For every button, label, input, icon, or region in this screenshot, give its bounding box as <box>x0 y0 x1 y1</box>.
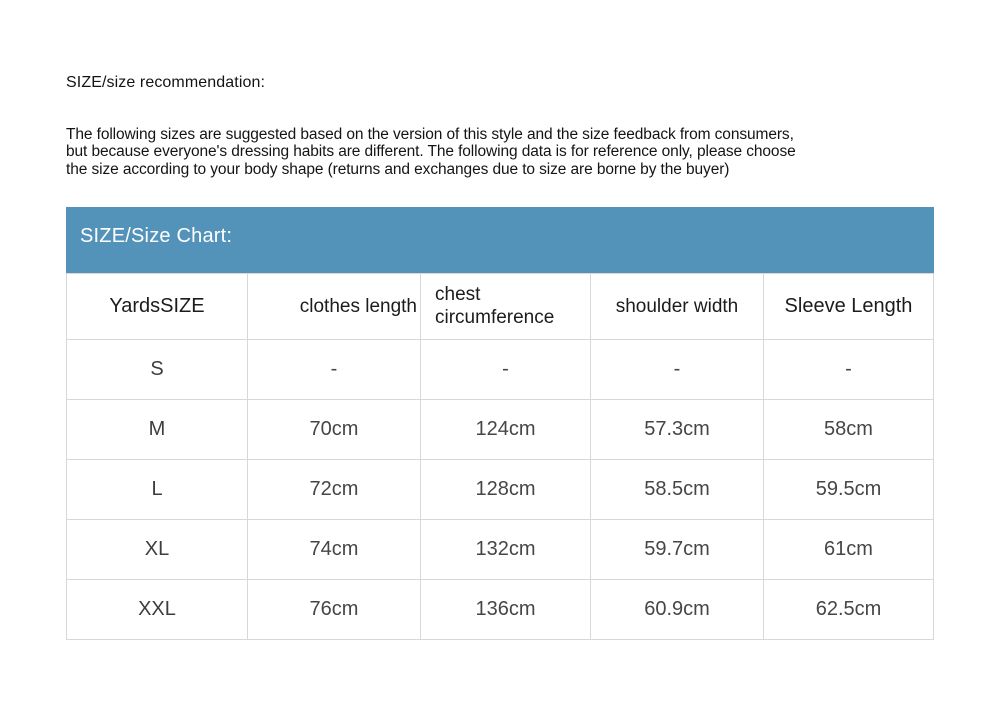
size-label: S <box>67 340 248 400</box>
chest-circumference-value: 128cm <box>421 460 591 520</box>
disclaimer-line: the size according to your body shape (returns and exchanges due to size are borne by the buyer) <box>66 160 730 178</box>
column-header-yards-size: YardsSIZE <box>67 274 248 340</box>
size-label: L <box>67 460 248 520</box>
chest-circumference-value: 136cm <box>421 580 591 640</box>
table-header-row <box>67 274 934 340</box>
disclaimer-line: The following sizes are suggested based on the version of this style and the size feedback from consumers, <box>66 126 794 143</box>
chest-circumference-value: - <box>421 340 591 400</box>
table-row-m <box>67 400 934 460</box>
shoulder-width-value: - <box>591 340 764 400</box>
table-row-l <box>67 460 934 520</box>
page-title: SIZE/size recommendation: <box>66 74 266 91</box>
chest-circumference-value: 132cm <box>421 520 591 580</box>
clothes-length-value: 70cm <box>248 400 421 460</box>
size-disclaimer-paragraph <box>66 126 796 178</box>
table-row-xl <box>67 520 934 580</box>
size-chart-table <box>66 273 934 640</box>
column-header-sleeve-length: Sleeve Length <box>764 274 934 340</box>
sleeve-length-value: 59.5cm <box>764 460 934 520</box>
column-header-clothes-length: clothes length <box>248 274 421 340</box>
sleeve-length-value: 61cm <box>764 520 934 580</box>
sleeve-length-value: 58cm <box>764 400 934 460</box>
clothes-length-value: 74cm <box>248 520 421 580</box>
sleeve-length-value: 62.5cm <box>764 580 934 640</box>
table-row-s <box>67 340 934 400</box>
size-chart-header-label: SIZE/Size Chart: <box>80 224 233 247</box>
column-header-chest-circumference: chest circumference <box>421 274 591 340</box>
size-chart-header-bar <box>66 207 934 273</box>
chest-circumference-value: 124cm <box>421 400 591 460</box>
shoulder-width-value: 59.7cm <box>591 520 764 580</box>
size-label: XL <box>67 520 248 580</box>
table-row-xxl <box>67 580 934 640</box>
disclaimer-line: but because everyone's dressing habits are different. The following data is for reference only, please choose <box>66 143 796 161</box>
size-label: M <box>67 400 248 460</box>
clothes-length-value: 76cm <box>248 580 421 640</box>
clothes-length-value: 72cm <box>248 460 421 520</box>
shoulder-width-value: 58.5cm <box>591 460 764 520</box>
clothes-length-value: - <box>248 340 421 400</box>
shoulder-width-value: 60.9cm <box>591 580 764 640</box>
column-header-shoulder-width: shoulder width <box>591 274 764 340</box>
sleeve-length-value: - <box>764 340 934 400</box>
shoulder-width-value: 57.3cm <box>591 400 764 460</box>
size-label: XXL <box>67 580 248 640</box>
